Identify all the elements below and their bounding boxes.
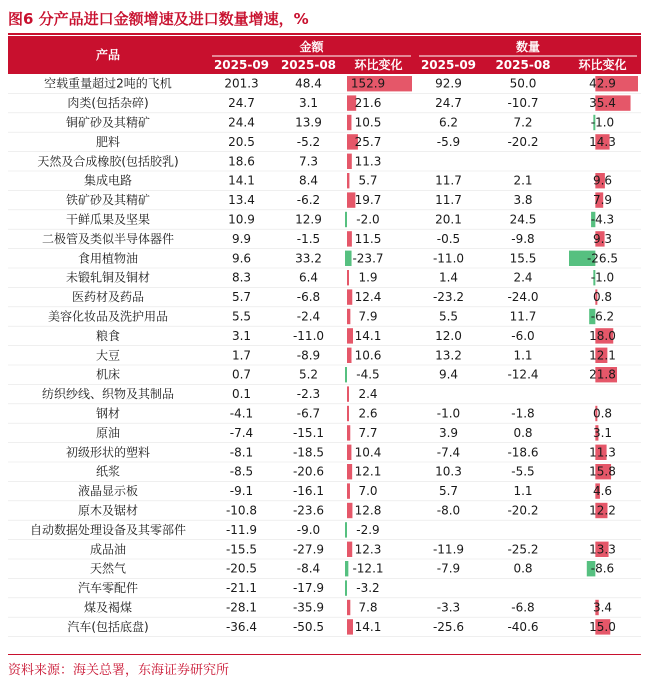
amount-change-value: 12.8 — [354, 503, 382, 518]
quantity-change-value: 12.1 — [589, 348, 616, 363]
quantity-change-value: 9.3 — [592, 231, 613, 246]
amount-change-bar — [345, 212, 347, 227]
product-name: 纺织纱线、织物及其制品 — [41, 387, 175, 402]
cell-qty_09: 13.2 — [435, 348, 462, 363]
cell-qty_09: 20.1 — [435, 212, 462, 227]
cell-amt_08: -2.3 — [296, 387, 321, 402]
source-note: 资料来源：海关总署，东海证券研究所 — [8, 663, 230, 678]
cell-qty_09: 11.7 — [435, 193, 462, 208]
cell-qty_08: -24.0 — [507, 290, 539, 305]
amount-change-value: -2.0 — [356, 212, 380, 227]
cell-amt_08: 3.1 — [298, 96, 319, 111]
amount-change-bar — [345, 251, 352, 266]
product-name: 汽车(包括底盘) — [67, 619, 149, 634]
amount-change-bar — [347, 483, 350, 498]
quantity-change-value: 3.1 — [592, 425, 613, 440]
cell-qty_08: -10.7 — [507, 96, 539, 111]
cell-amt_08: -2.4 — [296, 309, 321, 324]
amount-change-value: 12.4 — [354, 290, 382, 305]
amount-change-value: -4.5 — [356, 367, 380, 382]
cell-qty_09: -8.0 — [436, 503, 461, 518]
amount-change-bar — [345, 580, 347, 595]
cell-amt_08: 7.3 — [298, 154, 319, 169]
cell-amt_08: -20.6 — [292, 464, 325, 479]
amount-change-bar — [347, 503, 352, 518]
quantity-change-value: 4.6 — [592, 484, 613, 499]
cell-qty_08: 1.1 — [513, 484, 533, 499]
cell-amt_08: -1.5 — [296, 231, 321, 246]
cell-qty_09: 5.7 — [438, 484, 459, 499]
cell-amt_08: 12.9 — [295, 212, 322, 227]
amount-change-value: 7.9 — [358, 309, 378, 324]
quantity-change-value: 42.9 — [589, 76, 616, 91]
cell-qty_08: -6.8 — [511, 600, 535, 615]
product-name: 粮食 — [95, 328, 121, 343]
cell-qty_09: 24.7 — [435, 96, 462, 111]
product-name: 机床 — [95, 367, 121, 382]
cell-qty_08: 11.7 — [509, 309, 537, 324]
cell-qty_08: 0.8 — [513, 425, 533, 440]
amount-change-bar — [347, 173, 349, 188]
amount-change-bar — [345, 367, 347, 382]
cell-amt_09: 5.7 — [231, 290, 252, 305]
product-name: 汽车零配件 — [77, 581, 139, 596]
cell-amt_09: 20.5 — [228, 134, 255, 149]
cell-amt_08: -6.7 — [296, 406, 321, 421]
header-group-amount: 金额 — [299, 40, 324, 54]
cell-amt_09: 0.1 — [231, 387, 252, 402]
cell-amt_09: 13.4 — [228, 193, 255, 208]
cell-amt_08: -35.9 — [292, 600, 325, 615]
amount-change-bar — [347, 464, 352, 479]
product-name: 医药材及药品 — [71, 290, 145, 305]
amount-change-value: 152.9 — [350, 76, 386, 91]
cell-amt_08: -5.2 — [296, 134, 321, 149]
cell-amt_08: -27.9 — [292, 542, 325, 557]
product-name: 液晶显示板 — [77, 484, 139, 499]
product-name: 钢材 — [95, 406, 121, 421]
cell-qty_08: -6.0 — [511, 328, 535, 343]
product-name: 天然气 — [89, 561, 127, 576]
cell-qty_09: -5.9 — [436, 134, 461, 149]
cell-amt_09: 3.1 — [231, 328, 252, 343]
amount-change-bar — [347, 289, 352, 304]
cell-amt_09: -4.1 — [229, 406, 254, 421]
product-name: 干鲜瓜果及坚果 — [65, 212, 151, 227]
amount-change-value: -12.1 — [352, 561, 384, 576]
cell-qty_09: 92.9 — [435, 76, 462, 91]
cell-qty_08: -12.4 — [507, 367, 539, 382]
cell-amt_09: 24.7 — [228, 96, 255, 111]
quantity-change-value: 7.9 — [592, 193, 613, 208]
quantity-change-value: 14.3 — [589, 134, 616, 149]
cell-amt_09: -21.1 — [225, 581, 258, 596]
quantity-change-value: -4.3 — [590, 212, 615, 227]
amount-change-bar — [347, 406, 349, 421]
header-column-6: 环比变化 — [578, 58, 627, 72]
product-name: 铜矿砂及其精矿 — [65, 115, 151, 130]
cell-amt_08: -23.6 — [292, 503, 325, 518]
cell-amt_08: -18.5 — [292, 445, 325, 460]
quantity-change-value: 15.0 — [589, 619, 616, 634]
cell-amt_09: -20.5 — [225, 561, 258, 576]
cell-qty_09: -7.4 — [436, 445, 461, 460]
amount-change-value: 1.9 — [358, 270, 378, 285]
bottom-rule — [8, 654, 641, 655]
cell-amt_08: -6.2 — [296, 193, 321, 208]
product-name: 肥料 — [95, 134, 121, 149]
header-column-1: 2025-09 — [213, 58, 270, 72]
cell-amt_09: -15.5 — [225, 542, 258, 557]
cell-qty_08: -40.6 — [507, 619, 539, 634]
cell-amt_09: 201.3 — [224, 76, 259, 91]
cell-amt_09: -9.1 — [229, 484, 254, 499]
amount-change-value: 12.3 — [354, 542, 382, 557]
cell-qty_09: -0.5 — [436, 231, 461, 246]
cell-qty_08: 3.8 — [513, 193, 533, 208]
cell-amt_09: 24.4 — [228, 115, 255, 130]
cell-qty_09: -3.3 — [436, 600, 461, 615]
cell-qty_09: -11.0 — [432, 251, 465, 266]
amount-change-value: 10.6 — [354, 348, 382, 363]
amount-change-value: 21.6 — [354, 96, 382, 111]
quantity-change-value: -1.0 — [590, 270, 615, 285]
cell-amt_08: -9.0 — [296, 522, 321, 537]
cell-qty_09: 11.7 — [435, 173, 462, 188]
cell-qty_09: -25.6 — [432, 619, 465, 634]
quantity-change-value: 9.6 — [592, 173, 613, 188]
product-name: 空载重量超过2吨的飞机 — [44, 76, 172, 91]
cell-qty_08: 7.2 — [513, 115, 533, 130]
header-group-quantity: 数量 — [515, 40, 541, 54]
cell-amt_08: -50.5 — [292, 619, 325, 634]
cell-qty_09: -7.9 — [436, 561, 461, 576]
quantity-change-value: 21.8 — [589, 367, 616, 382]
cell-amt_08: -6.8 — [296, 290, 321, 305]
amount-change-value: 7.7 — [358, 425, 378, 440]
cell-qty_08: 15.5 — [509, 251, 537, 266]
amount-change-value: 10.5 — [354, 115, 382, 130]
cell-qty_08: 50.0 — [509, 76, 537, 91]
product-name: 美容化妆品及洗护用品 — [47, 309, 169, 324]
cell-qty_08: 0.8 — [513, 561, 533, 576]
amount-change-value: 2.6 — [358, 406, 378, 421]
cell-amt_08: -11.0 — [292, 328, 325, 343]
product-name: 原油 — [95, 425, 121, 440]
cell-amt_09: 10.9 — [228, 212, 255, 227]
cell-qty_08: -9.8 — [511, 231, 535, 246]
cell-amt_08: 6.4 — [298, 270, 319, 285]
cell-qty_09: -11.9 — [432, 542, 465, 557]
cell-qty_09: 6.2 — [438, 115, 459, 130]
amount-change-value: 12.1 — [354, 464, 382, 479]
product-name: 天然及合成橡胶(包括胶乳) — [37, 154, 179, 169]
amount-change-bar — [347, 115, 351, 130]
amount-change-value: 5.7 — [358, 173, 378, 188]
amount-change-value: 14.1 — [354, 328, 382, 343]
amount-change-bar — [347, 348, 352, 363]
amount-change-value: 2.4 — [358, 387, 378, 402]
cell-amt_08: -16.1 — [292, 484, 325, 499]
amount-change-value: -23.7 — [352, 251, 384, 266]
header-product: 产品 — [95, 48, 121, 62]
amount-change-value: 19.7 — [354, 193, 382, 208]
quantity-change-value: 11.3 — [589, 445, 616, 460]
cell-amt_09: -10.8 — [225, 503, 258, 518]
quantity-change-value: -26.5 — [586, 251, 619, 266]
amount-change-bar — [347, 600, 350, 615]
cell-amt_09: -11.9 — [225, 522, 258, 537]
quantity-change-value: 0.8 — [592, 406, 613, 421]
cell-qty_08: -18.6 — [507, 445, 539, 460]
amount-change-bar — [347, 386, 349, 401]
cell-qty_08: 2.1 — [513, 173, 533, 188]
quantity-change-value: 18.0 — [589, 328, 616, 343]
product-name: 原木及锯材 — [77, 503, 139, 518]
cell-amt_09: 18.6 — [228, 154, 255, 169]
product-name: 自动数据处理设备及其零部件 — [29, 522, 187, 537]
amount-change-value: 11.3 — [354, 154, 382, 169]
product-name: 铁矿砂及其精矿 — [65, 193, 151, 208]
quantity-change-value: 35.4 — [589, 96, 616, 111]
amount-change-value: 10.4 — [354, 445, 382, 460]
figure-title: 图6 分产品进口金额增速及进口数量增速，% — [8, 10, 309, 28]
cell-qty_09: 3.9 — [438, 425, 459, 440]
product-name: 食用植物油 — [77, 251, 139, 266]
cell-qty_08: -1.8 — [511, 406, 535, 421]
amount-change-bar — [347, 309, 350, 324]
product-name: 煤及褐煤 — [83, 600, 133, 615]
amount-change-value: -3.2 — [356, 581, 380, 596]
cell-amt_09: 14.1 — [228, 173, 255, 188]
product-name: 二极管及类似半导体器件 — [41, 231, 175, 246]
quantity-change-value: 0.8 — [592, 290, 613, 305]
cell-amt_09: 9.9 — [231, 231, 252, 246]
quantity-change-value: 12.2 — [589, 503, 616, 518]
cell-qty_09: -23.2 — [432, 290, 465, 305]
amount-change-value: 11.5 — [354, 231, 382, 246]
cell-amt_08: 33.2 — [295, 251, 322, 266]
cell-amt_09: 1.7 — [231, 348, 252, 363]
cell-qty_08: -25.2 — [507, 542, 539, 557]
amount-change-value: 7.0 — [358, 484, 378, 499]
cell-amt_08: -8.4 — [296, 561, 321, 576]
amount-change-bar — [347, 542, 352, 557]
cell-amt_09: 5.5 — [231, 309, 252, 324]
amount-change-bar — [345, 522, 347, 537]
amount-change-value: 7.8 — [358, 600, 378, 615]
quantity-change-value: 13.3 — [589, 542, 616, 557]
amount-change-bar — [347, 231, 352, 246]
cell-qty_09: 5.5 — [438, 309, 459, 324]
cell-qty_08: -5.5 — [511, 464, 535, 479]
cell-qty_09: 10.3 — [435, 464, 462, 479]
quantity-change-value: -6.2 — [590, 309, 615, 324]
cell-qty_09: 12.0 — [435, 328, 462, 343]
product-name: 未锻轧铜及铜材 — [65, 270, 151, 285]
cell-qty_09: 1.4 — [438, 270, 459, 285]
header-column-5: 2025-08 — [495, 58, 551, 72]
header-column-3: 环比变化 — [354, 58, 403, 72]
cell-amt_08: 8.4 — [298, 173, 319, 188]
cell-amt_08: 48.4 — [295, 76, 322, 91]
amount-change-bar — [347, 619, 353, 634]
cell-qty_09: -1.0 — [436, 406, 461, 421]
amount-change-bar — [347, 328, 353, 343]
amount-change-value: -2.9 — [356, 522, 380, 537]
cell-qty_08: -20.2 — [507, 134, 539, 149]
cell-amt_09: 0.7 — [231, 367, 252, 382]
cell-qty_08: 24.5 — [509, 212, 537, 227]
header-column-4: 2025-09 — [420, 58, 477, 72]
amount-change-value: 25.7 — [354, 134, 382, 149]
amount-change-bar — [347, 270, 349, 285]
cell-qty_08: -20.2 — [507, 503, 539, 518]
cell-amt_09: -8.5 — [229, 464, 254, 479]
cell-amt_09: -7.4 — [229, 425, 254, 440]
product-name: 初级形状的塑料 — [65, 445, 151, 460]
cell-amt_08: -17.9 — [292, 581, 325, 596]
product-name: 纸浆 — [95, 464, 121, 479]
product-name: 大豆 — [95, 348, 121, 363]
cell-amt_09: -28.1 — [225, 600, 258, 615]
cell-qty_09: 9.4 — [438, 367, 459, 382]
header-column-2: 2025-08 — [280, 58, 337, 72]
quantity-change-value: -8.6 — [590, 561, 615, 576]
cell-qty_08: 1.1 — [513, 348, 533, 363]
cell-amt_09: -36.4 — [225, 619, 258, 634]
quantity-change-value: -1.0 — [590, 115, 615, 130]
title-rule — [8, 33, 641, 35]
product-name: 肉类(包括杂碎) — [67, 96, 149, 111]
cell-amt_09: -8.1 — [229, 445, 254, 460]
cell-amt_09: 8.3 — [231, 270, 252, 285]
amount-change-bar — [347, 425, 350, 440]
product-name: 成品油 — [89, 542, 127, 557]
cell-amt_08: 5.2 — [298, 367, 319, 382]
quantity-change-value: 15.8 — [589, 464, 616, 479]
amount-change-value: 14.1 — [354, 619, 382, 634]
product-name: 集成电路 — [83, 173, 133, 188]
quantity-change-value: 3.4 — [592, 600, 613, 615]
cell-amt_08: -15.1 — [292, 425, 325, 440]
data-table-chart — [8, 36, 641, 654]
amount-change-bar — [345, 561, 348, 576]
cell-amt_08: 13.9 — [295, 115, 322, 130]
amount-change-bar — [347, 154, 352, 169]
amount-change-bar — [347, 445, 351, 460]
cell-amt_09: 9.6 — [231, 251, 252, 266]
cell-qty_08: 2.4 — [513, 270, 533, 285]
cell-amt_08: -8.9 — [296, 348, 321, 363]
